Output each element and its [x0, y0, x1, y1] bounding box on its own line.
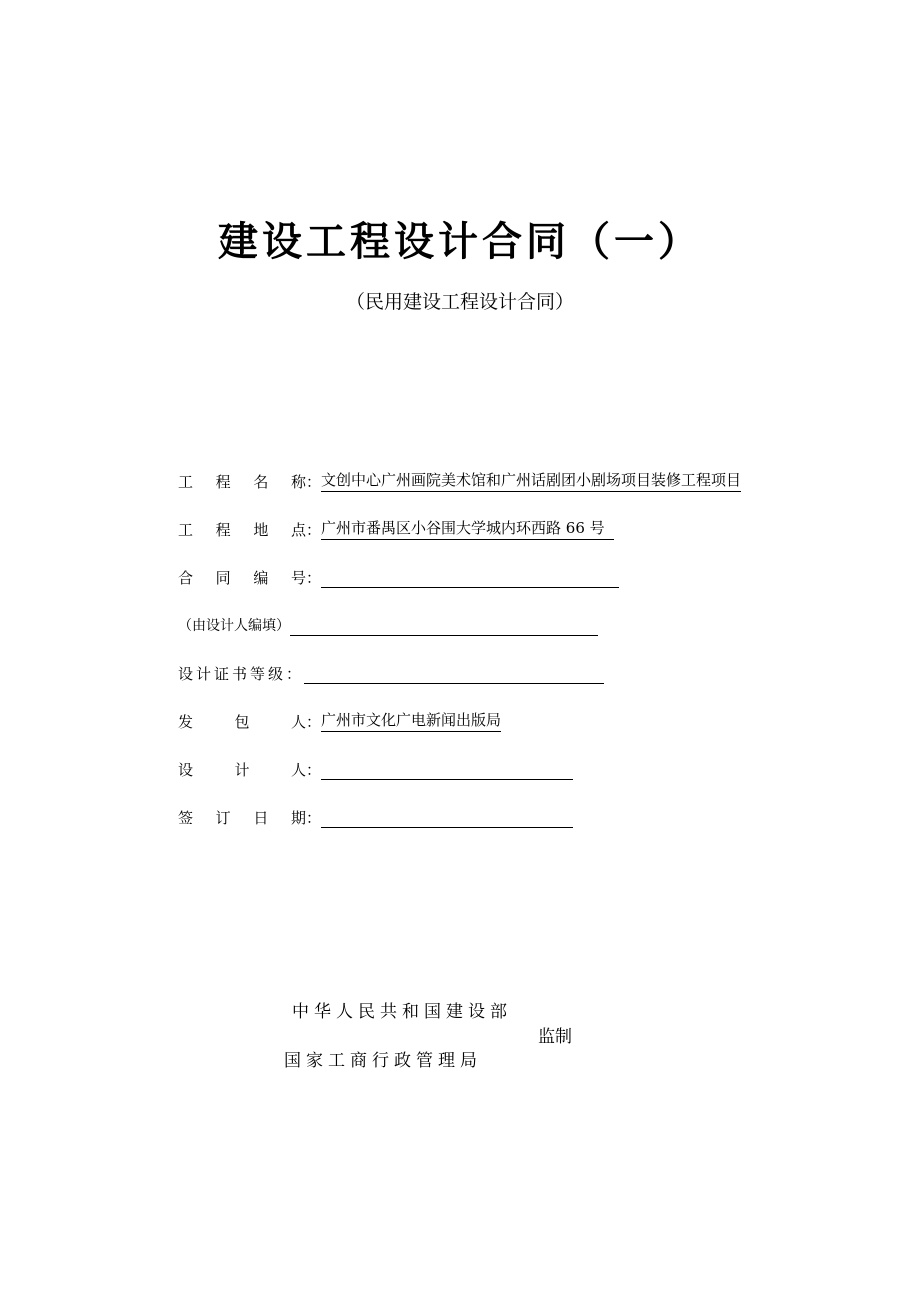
- document-title: 建设工程设计合同（一）: [218, 219, 702, 265]
- field-contract-number: 合 同 编 号 ：: [178, 566, 619, 590]
- field-label: 工 程 地 点: [178, 521, 306, 539]
- field-label: 发 包 人: [178, 713, 306, 731]
- issuer-admin-industry-commerce: 国家工商行政管理局: [284, 1051, 482, 1071]
- field-client: 发 包 人 ：广州市文化广电新闻出版局: [178, 710, 501, 734]
- project-location-value[interactable]: 广州市番禺区小谷围大学城内环西路 66 号: [321, 518, 614, 540]
- field-project-location: 工 程 地 点 ：广州市番禺区小谷围大学城内环西路 66 号: [178, 518, 614, 542]
- sign-date-blank[interactable]: [321, 806, 573, 828]
- project-name-value[interactable]: 文创中心广州画院美术馆和广州话剧团小剧场项目装修工程项目: [321, 470, 741, 492]
- supervise-label: 监制: [538, 1027, 572, 1047]
- field-label: 设计证书等级：: [178, 665, 305, 683]
- field-label: 合 同 编 号: [178, 569, 306, 587]
- document-subtitle: （民用建设工程设计合同）: [345, 291, 574, 313]
- field-designer-fill: [178, 614, 598, 638]
- cert-grade-blank[interactable]: [304, 662, 604, 684]
- field-label: 签 订 日 期: [178, 809, 306, 827]
- contract-number-blank[interactable]: [321, 566, 619, 588]
- field-designer: 设 计 人 ：: [178, 758, 573, 782]
- field-sign-date: 签 订 日 期 ：: [178, 806, 573, 830]
- field-label: 工 程 名 称: [178, 473, 306, 491]
- designer-blank[interactable]: [321, 758, 573, 780]
- client-value[interactable]: 广州市文化广电新闻出版局: [321, 710, 501, 732]
- designer-fill-blank[interactable]: [290, 614, 598, 636]
- issuer-ministry-construction: 中华人民共和国建设部: [292, 1002, 512, 1022]
- field-project-name: 工 程 名 称 ：文创中心广州画院美术馆和广州话剧团小剧场项目装修工程项目: [178, 470, 741, 494]
- field-label: 设 计 人: [178, 761, 306, 779]
- field-label: （由设计人编填）: [178, 618, 290, 634]
- field-cert-grade: [178, 662, 604, 686]
